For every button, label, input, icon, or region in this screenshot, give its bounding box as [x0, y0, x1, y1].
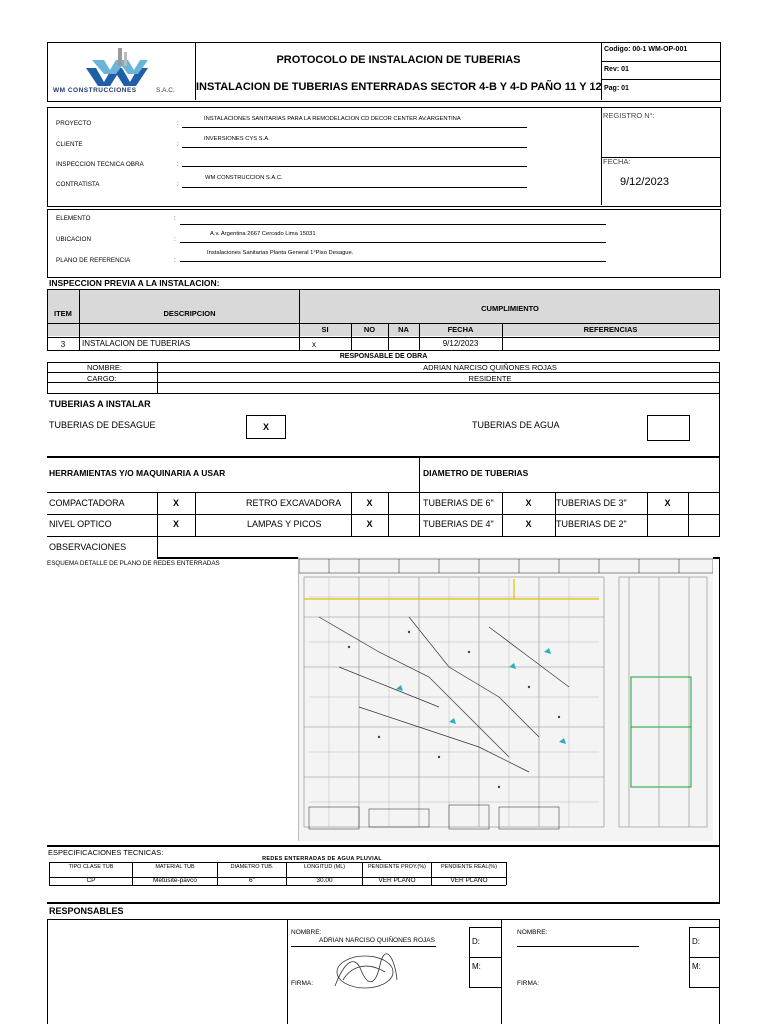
- tuberias-title: TUBERIAS A INSTALAR: [49, 399, 151, 409]
- row-item: 3: [60, 340, 66, 349]
- plano-value: Instalaciones Sanitarias Planta General 1°Piso Desague.: [207, 250, 354, 256]
- tuberias-desague-checkbox[interactable]: X: [246, 415, 286, 439]
- herramientas-title: HERRAMIENTAS Y/O MAQUINARIA A USAR: [49, 468, 226, 478]
- tuberias-agua-checkbox[interactable]: [647, 415, 690, 441]
- compactadora-label: COMPACTADORA: [49, 498, 125, 508]
- cliente-value: INVERSIONES CYS S.A.: [204, 136, 270, 142]
- row-fecha: 9/12/2023: [442, 339, 479, 348]
- nivel-mark[interactable]: X: [172, 519, 179, 529]
- cliente-label: CLIENTE: [56, 141, 83, 148]
- d6-label: TUBERIAS DE 6": [423, 498, 494, 508]
- resp2-nombre-label: NOMBRE:: [517, 929, 548, 936]
- ubicacion-value: A.v. Argentina 2667 Cercado Lima 15031: [210, 231, 316, 237]
- retro-mark[interactable]: X: [366, 498, 373, 508]
- spec-value-material: Metusite-pavco: [152, 877, 198, 884]
- specs-table-title: REDES ENTERRADAS DE AGUA PLUVIAL: [262, 856, 382, 862]
- contratista-label: CONTRATISTA: [56, 181, 100, 188]
- company-name: WM CONSTRUCCIONES: [53, 87, 137, 94]
- inspeccion-label: INSPECCION TECNICA OBRA: [56, 161, 144, 168]
- d6-mark[interactable]: X: [525, 498, 532, 508]
- ubicacion-label: UBICACION: [56, 236, 91, 243]
- spec-value-tipo: CP: [86, 877, 96, 884]
- responsable-header: RESPONSABLE DE OBRA: [339, 353, 428, 360]
- resp1-firma-label: FIRMA:: [291, 980, 314, 987]
- lampas-label: LAMPAS Y PICOS: [247, 519, 322, 529]
- responsables-title: RESPONSABLES: [49, 906, 124, 916]
- observaciones-label: OBSERVACIONES: [49, 542, 127, 552]
- resp1-m-label: M:: [472, 962, 481, 971]
- document-subtitle: INSTALACION DE TUBERIAS ENTERRADAS SECTOR 4-B Y 4-D PAÑO 11 Y 12: [196, 81, 602, 93]
- nombre-value: ADRIAN NARCISO QUIÑONES ROJAS: [423, 363, 557, 372]
- col-cumplimiento: CUMPLIMIENTO: [481, 304, 539, 313]
- company-suffix: S.A.C.: [156, 87, 175, 94]
- spec-value-diametro: 6": [249, 877, 255, 884]
- tuberias-agua-label: TUBERIAS DE AGUA: [472, 420, 560, 430]
- cargo-value: RESIDENTE: [468, 374, 512, 383]
- proyecto-value: INSTALACIONES SANITARIAS PARA LA REMODELACION CD DECOR CENTER AV.ARGENTINA: [204, 116, 461, 122]
- contratista-value: WM CONSTRUCCION S.A.C.: [205, 175, 283, 181]
- d4-mark[interactable]: X: [525, 519, 532, 529]
- doc-rev: Rev: 01: [604, 66, 629, 73]
- spec-value-pend-proy: VER PLANO: [378, 877, 416, 884]
- registro-label: REGISTRO N°:: [603, 111, 655, 120]
- doc-code: Codigo: 00-1 WM-OP-001: [604, 46, 688, 53]
- proyecto-label: PROYECTO: [56, 120, 92, 127]
- resp2-d-label: D:: [692, 937, 700, 946]
- col-item: ITEM: [54, 309, 72, 318]
- col-referencias: REFERENCIAS: [583, 325, 638, 334]
- spec-header-longitud: LONGITUD (ML): [303, 864, 346, 870]
- spec-value-pend-real: VER PLANO: [450, 877, 488, 884]
- row-si: x: [312, 340, 316, 349]
- col-si: SI: [321, 325, 329, 334]
- d2-label: TUBERIAS DE 2": [556, 519, 627, 529]
- inspection-title: INSPECCION PREVIA A LA INSTALACION:: [49, 278, 220, 288]
- tuberias-desague-label: TUBERIAS DE DESAGUE: [49, 420, 156, 430]
- especificaciones-label: ESPECIFICACIONES TECNICAS:: [48, 848, 164, 857]
- nivel-label: NIVEL OPTICO: [49, 519, 112, 529]
- spec-header-pend-proy: PENDIENTE PROY.(%): [368, 864, 426, 870]
- resp2-firma-label: FIRMA:: [517, 980, 540, 987]
- resp1-nombre-value: ADRIAN NARCISO QUIÑONES ROJAS: [319, 937, 435, 944]
- fecha-value: 9/12/2023: [620, 176, 669, 188]
- fecha-label: FECHA:: [603, 157, 631, 166]
- lampas-mark[interactable]: X: [366, 519, 373, 529]
- d4-label: TUBERIAS DE 4": [423, 519, 494, 529]
- col-na: NA: [398, 325, 409, 334]
- spec-header-material: MATERIAL TUB: [155, 864, 195, 870]
- retro-label: RETRO EXCAVADORA: [246, 498, 342, 508]
- esquema-label: ESQUEMA DETALLE DE PLANO DE REDES ENTERRADAS: [47, 560, 220, 567]
- d3-label: TUBERIAS DE 3": [556, 498, 627, 508]
- plano-esquema-drawing: [298, 557, 713, 841]
- document-title: PROTOCOLO DE INSTALACION DE TUBERIAS: [276, 54, 521, 66]
- cargo-label: CARGO:: [87, 374, 117, 383]
- col-descripcion: DESCRIPCION: [163, 309, 216, 318]
- spec-header-pend-real: PENDIENTE REAL(%): [441, 864, 497, 870]
- plano-label: PLANO DE REFERENCIA: [56, 257, 131, 264]
- resp2-m-label: M:: [692, 962, 701, 971]
- elemento-label: ELEMENTO: [56, 215, 91, 222]
- company-logo: [82, 46, 152, 86]
- diametro-title: DIAMETRO DE TUBERIAS: [423, 468, 529, 478]
- resp1-nombre-label: NOMBRE:: [291, 929, 322, 936]
- spec-header-diametro: DIAMETRO TUB.: [230, 864, 274, 870]
- col-no: NO: [363, 325, 376, 334]
- compactadora-mark[interactable]: X: [172, 498, 179, 508]
- spec-value-longitud: 30.00: [316, 877, 333, 884]
- signature-image: [325, 950, 405, 990]
- resp1-d-label: D:: [472, 937, 480, 946]
- location-frame: [47, 209, 721, 278]
- nombre-label: NOMBRE:: [87, 363, 123, 372]
- spec-header-tipo: TIPO CLASE TUB: [68, 864, 114, 870]
- d3-mark[interactable]: X: [664, 498, 671, 508]
- doc-page: Pag: 01: [604, 85, 629, 92]
- row-descripcion: INSTALACION DE TUBERIAS: [82, 339, 191, 348]
- col-fecha: FECHA: [447, 325, 474, 334]
